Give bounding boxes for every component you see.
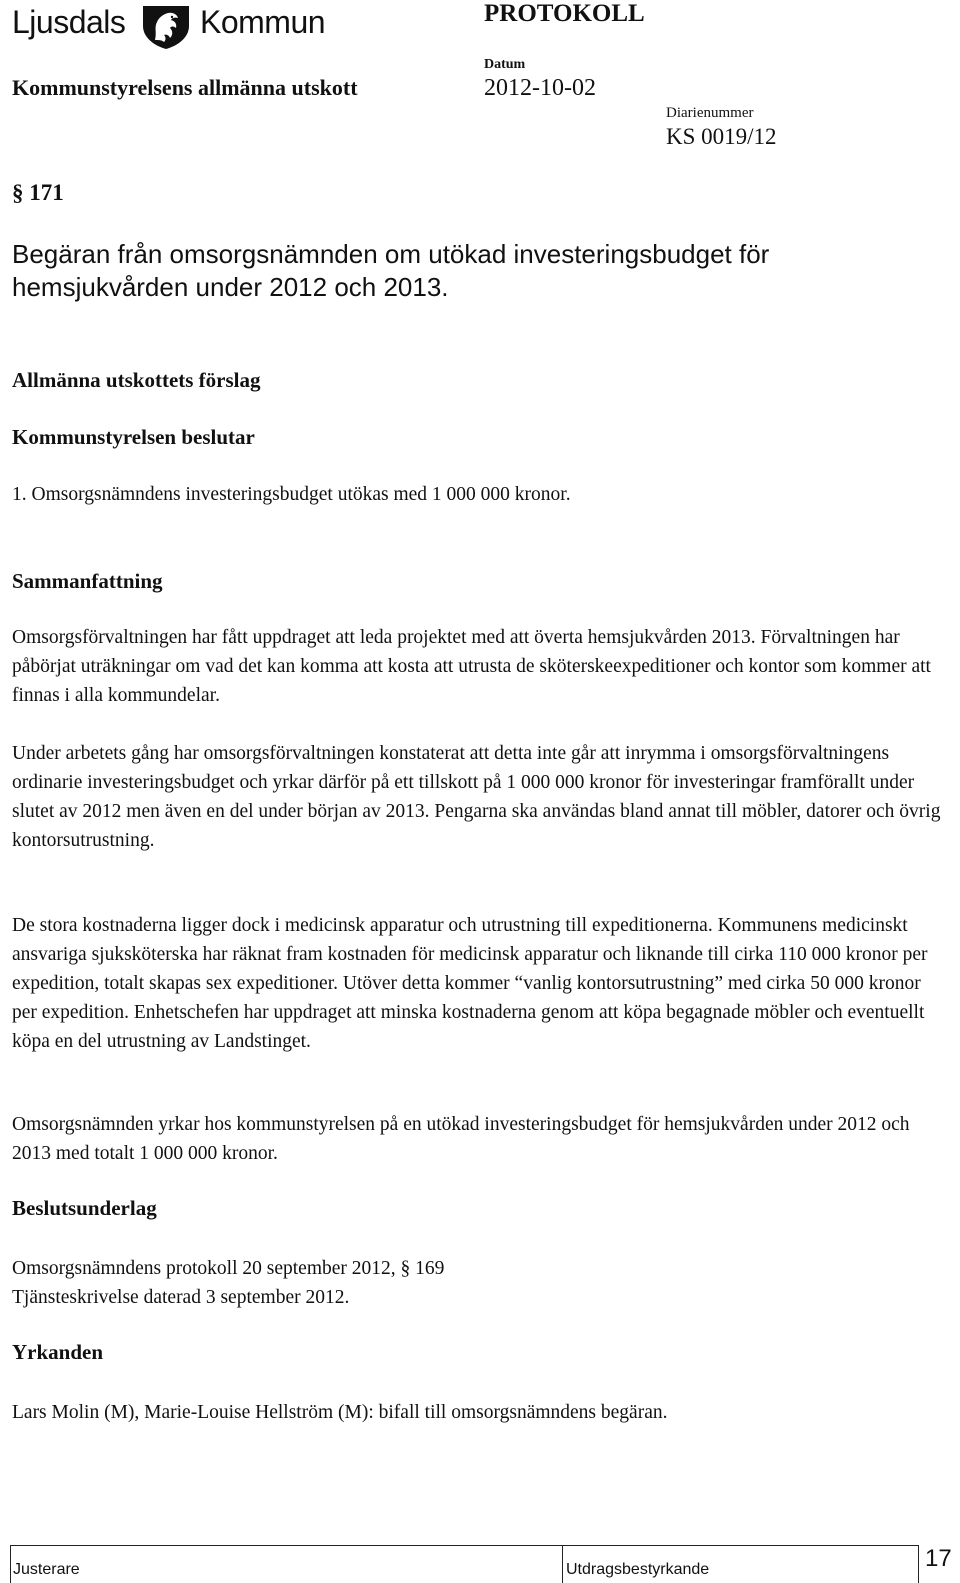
beslutsunderlag-line-2: Tjänsteskrivelse daterad 3 september 2012. [12,1287,350,1308]
logo-word-ljusdals: Ljusdals [12,4,126,40]
yrkanden-heading: Yrkanden [12,1340,104,1364]
footer-divider [562,1545,563,1583]
diarienummer-value: KS 0019/12 [666,124,777,149]
beslutsunderlag-line-1: Omsorgsnämndens protokoll 20 september 2012, § 169 [12,1258,445,1279]
forslag-heading: Allmänna utskottets förslag [12,368,261,392]
municipality-logo [12,4,332,48]
yrkanden-text: Lars Molin (M), Marie-Louise Hellström (M): bifall till omsorgsnämndens begäran. [12,1402,668,1423]
footer-divider [10,1545,11,1583]
document-title: Begäran från omsorgsnämnden om utökad investeringsbudget för hemsjukvården under 2012 och 2013. [12,239,770,302]
beslut-item: 1. Omsorgsnämndens investeringsbudget utökas med 1 000 000 kronor. [12,484,571,505]
sammanfattning-paragraph-3: De stora kostnaderna ligger dock i medicinsk apparatur och utrustning till expeditionerna. Kommunens medicinskt ansvariga sjuksköterska har räknat fram kostnaden för medicinsk apparatur och liknande till cirka 110 000 kronor per expedition, totalt skapas sex expeditioner. Utöver detta kommer “vanlig kontorsutrustning” med cirka 50 000 kronor per expedition. Enhetschefen har uppdraget att minska kostnaderna genom att köpa begagnade möbler och eventuellt köpa en del utrustning av Landstinget. [12,915,928,1052]
sammanfattning-paragraph-2: Under arbetets gång har omsorgsförvaltningen konstaterat att detta inte går att inrymma i omsorgsförvaltningens ordinarie investeringsbudget och yrkar därför på ett tillskott på 1 000 000 kronor för investeringar framförallt under slutet av 2012 men även en del under början av 2013. Pengarna ska användas bland annat till möbler, datorer och övrig kontorsutrustning. [12,743,941,851]
utdragsbestyrkande-label: Utdragsbestyrkande [566,1561,710,1578]
footer-rule [10,1545,918,1546]
sammanfattning-paragraph-4: Omsorgsnämnden yrkar hos kommunstyrelsen på en utökad investeringsbudget för hemsjukvården under 2012 och 2013 med totalt 1 000 000 kronor. [12,1114,910,1164]
logo-word-kommun: Kommun [200,4,326,40]
sammanfattning-heading: Sammanfattning [12,569,163,593]
beslutar-heading: Kommunstyrelsen beslutar [12,425,255,449]
datum-value: 2012-10-02 [484,75,596,101]
paragraph-number: § 171 [12,180,64,205]
page-number: 17 [925,1545,952,1572]
sammanfattning-paragraph-1: Omsorgsförvaltningen har fått uppdraget att leda projektet med att överta hemsjukvården 2013. Förvaltningen har påbörjat uträkningar om vad det kan komma att kosta att utrusta de sköterskeexpeditioner och kontor som kommer att finnas i alla kommundelar. [12,627,931,706]
footer-divider [918,1545,919,1583]
datum-label: Datum [484,57,526,72]
lion-shield-icon [137,4,195,50]
diarienummer-label: Diarienummer [666,105,754,121]
committee-name: Kommunstyrelsens allmänna utskott [12,75,358,100]
page-footer [10,1543,950,1583]
justerare-label: Justerare [13,1561,80,1578]
document-type: PROTOKOLL [484,0,645,27]
beslutsunderlag-heading: Beslutsunderlag [12,1196,157,1220]
